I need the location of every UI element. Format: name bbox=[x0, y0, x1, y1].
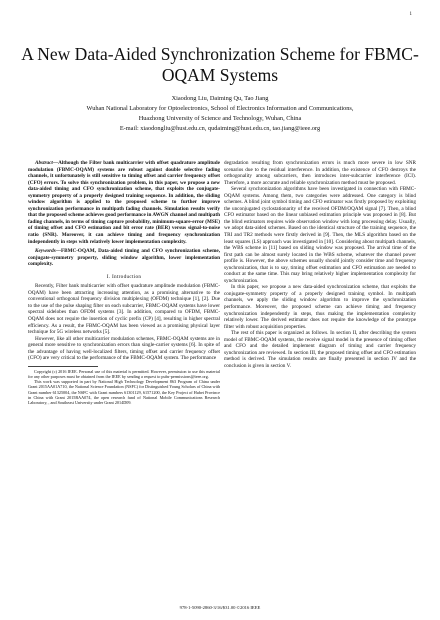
right-paragraph-1: degradation resulting from synchronization errors is much more severe in low SNR scenarios due to the residual interference. In addition, the existence of CFO destroys the orthogonality among subcarriers, then introduces inter-subcarrier interference (ICI). Therefore, a more accurate and reliable synchronization method must be proposed. bbox=[224, 160, 416, 186]
abstract-label: Abstract bbox=[35, 160, 53, 166]
right-paragraph-4: The rest of this paper is organized as follows. In section II, after describing the system model of FBMC-OQAM systems, the receive signal model in the presence of timing offset and CFO and the detailed implement diagram of timing and carrier frequency synchronization are reviewed. In section III, the proposed timing offset and CFO estimation method is derived. The simulation results are finally presented in section IV and the conclusion is given in section V. bbox=[224, 330, 416, 369]
keywords-label: Keywords bbox=[35, 248, 56, 255]
copyright-footnote: Copyright (c) 2016 IEEE. Personal use of this material is permitted. However, permission to use this material for any other purposes must be obtained from the IEEE by sending a request to pubs-permissions@ieee.org. bbox=[28, 368, 220, 380]
page-footer: 978-1-5090-2860-3/16/$31.00 ©2016 IEEE bbox=[179, 605, 261, 610]
author-emails: E-mail: xiaodongliu@hust.edu.cn, qudaiming@hust.edu.cn, tao.jiang@ieee.org bbox=[119, 125, 321, 132]
right-paragraph-2: Several synchronization algorithms have been investigated in connection with FBMC-OQAM systems. Among them, two categories were addressed. One category is blind schemes. A blind joint symbol timing and CFO estimator was firstly proposed by exploiting the unconjugated cyclostationarity of the received OFDM/OQAM signal [7]. Then, a blind CFO estimator based on the linear unbiased estimation principle was proposed in [8]. But the blind estimators requires wide observation window with long processing delay. Usually, we adopt data-aided schemes. Based on the identical structure of the training sequence, the TRI and TR2 methods were firstly derived in [9]. Then, the MLS algorithm based on the least squares (LS) approach was investigated in [10]. Considering about multipath channels, the WBS scheme in [11] based on sliding window was proposed. The arrival time of the first path can be almost surely located in the WBS scheme, whatever the channel power profile is. However, the above schemes usually should jointly consider time and frequency synchronization, that is to say, timing offset estimation and CFO estimation are needed to conduct at the same time. This may bring relatively higher implementation complexity for synchronization. bbox=[224, 186, 416, 284]
intro-paragraph-2: However, like all other multicarrier modulation schemes, FBMC-OQAM systems are in general more sensitive to synchronization errors than single-carrier systems [6]. In spite of the advantage of having well-localized filters, timing offset and carrier frequency offset (CFO) are very critical to the performance of the FBMC-OQAM system. The performance bbox=[28, 335, 220, 362]
abstract-text: —Although the Filter bank multicarrier with offset quadrature amplitude modulation (FBMC-OQAM) systems are robust against double selective fading channels, it unfortunately is still sensitive to timing offset and carrier frequency offset (CFO) errors. To solve this synchronization problem, in this paper, we propose a new data-aided timing and CFO synchronization scheme, that exploits the conjugate-symmetry property of a properly designed training sequence. In addition, the sliding window algorithm is applied to the proposed scheme to further improve synchronization performance in multipath fading channels. Simulation results verify that the proposed scheme achieves good performance in AWGN channel and multipath fading channels, in terms of timing capture probability, minimum-square-error (MSE) of timing offset and CFO estimation and bit error rate (BER) versus signal-to-noise ratio (SNR). Moreover, it can achieve timing and frequency synchronization independently in steps with relatively lower implementation complexity. bbox=[28, 160, 220, 245]
author-block bbox=[20, 94, 420, 134]
abstract bbox=[28, 160, 220, 245]
section-heading-introduction: I. Introduction bbox=[106, 273, 142, 280]
author-names: Xiaodong Liu, Daiming Qu, Tao Jiang bbox=[171, 95, 269, 102]
footnotes bbox=[28, 369, 220, 405]
right-paragraph-3: In this paper, we propose a new data-aided synchronization scheme, that exploits the conjugate-symmetry property of a properly designed training symbol. In multipath channels, we apply the sliding window algorithm to improve the synchronization performance. Moreover, the proposed scheme can achieve timing and frequency synchronization independently in steps, thus making the implementation complexity relatively lower. The derived estimator does not require the knowledge of the prototype filter with robust acquisition properties. bbox=[224, 284, 416, 330]
keywords-text: —FBMC-OQAM, Data-aided timing and CFO synchronization scheme, conjugate-symmetry property, sliding window algorithm, lower implementation complexity. bbox=[28, 248, 220, 268]
affiliation-line-1: Wuhan National Laboratory for Optoelectronics, School of Electronics Information and Communications, bbox=[86, 105, 354, 112]
left-column bbox=[28, 160, 220, 405]
funding-footnote: This work was supported in part by National High Technology Development 863 Program of China under Grant 2015AA01A710, the National Science Foundation (NSFC) for Distinguished Young Scholars of China with Grant number 61325004, the NSFC with Grant numbers 61301129, 61571200, the Key Project of Hubei Province in China with Grant 2015BAA074, the open research fund of National Mobile Communications Research Laboratory, , and Southeast University under Grant 2014D09. bbox=[28, 379, 220, 406]
affiliation-line-2: Huazhong University of Science and Technology, Wuhan, China bbox=[138, 115, 302, 122]
keywords bbox=[28, 248, 220, 268]
paper-title: A New Data-Aided Synchronization Scheme for FBMC-OQAM Systems bbox=[21, 44, 419, 85]
page-number: 1 bbox=[409, 12, 412, 17]
intro-paragraph-1: Recently, Filter bank multicarrier with offset quadrature amplitude modulation (FBMC-OQAM) have been attracting increasing attention, as a promising alternative to the conventional orthogonal frequency division multiplexing (OFDM) technique [1], [2]. Due to the use of the pulse shaping filter on each subcarrier, FBMC-OQAM systems have lower spectral sidelobes than OFDM systems [3]. In addition, compared to OFDM, FBMC-OQAM does not require the insertion of cyclic prefix (CP) [4], resulting in higher spectral efficiency. As a result, the FBMC-OQAM has been viewed as a promising physical layer technique for 5G wireless networks [5]. bbox=[28, 283, 220, 336]
right-column bbox=[224, 160, 416, 370]
footnote-divider bbox=[28, 366, 98, 367]
